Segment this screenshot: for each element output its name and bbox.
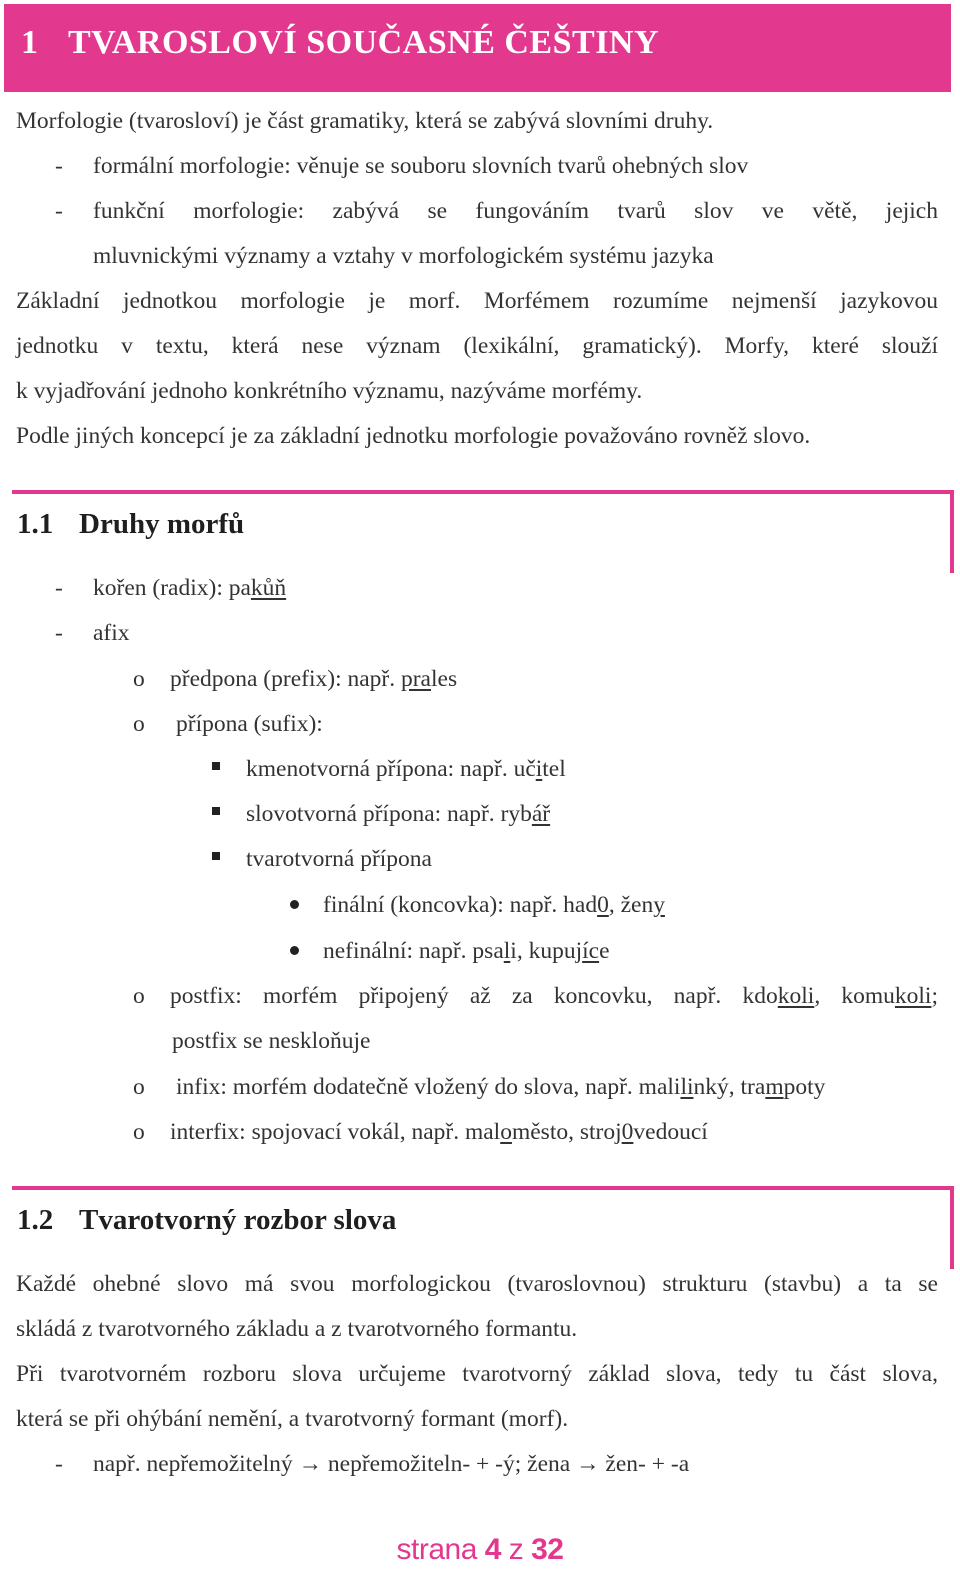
text-segment: i, kupuj bbox=[510, 938, 583, 964]
list-item-formal: formální morfologie: věnuje se souboru slovních tvarů ohebných slov bbox=[93, 153, 749, 179]
total-pages: 32 bbox=[531, 1533, 564, 1566]
morph-underline: koli bbox=[777, 983, 815, 1009]
morph-underline: m bbox=[765, 1074, 784, 1100]
paragraph-line: Při tvarotvorném rozboru slova určujeme tvarotvorný základ slova, tedy tu část slova, bbox=[16, 1361, 938, 1387]
list-item-postfix bbox=[170, 981, 938, 1011]
morph-underline: kůň bbox=[250, 575, 287, 601]
dash-bullet: - bbox=[55, 1451, 63, 1477]
section-heading-tvarotvorny-rozbor bbox=[17, 1204, 396, 1237]
paragraph-line: Podle jiných koncepcí je za základní jednotku morfologie považováno rovněž slovo. bbox=[16, 423, 811, 449]
section-rule-vertical bbox=[950, 1186, 954, 1269]
section-heading-druhy-morfu bbox=[17, 508, 244, 541]
dash-bullet: - bbox=[55, 575, 63, 601]
morph-underline: íc bbox=[582, 938, 600, 964]
text-segment: , komu bbox=[814, 983, 895, 1009]
paragraph-line: k vyjadřování jednoho konkrétního významu, nazýváme morfémy. bbox=[16, 378, 643, 404]
text-segment: nký, tra bbox=[693, 1074, 766, 1100]
chapter-number: 1 bbox=[21, 24, 39, 61]
section-title: Druhy morfů bbox=[79, 508, 245, 540]
morph-underline: i bbox=[535, 756, 543, 782]
text-segment: předpona (prefix): např. bbox=[170, 666, 401, 692]
text-segment: poty bbox=[783, 1074, 826, 1100]
section-rule bbox=[12, 490, 954, 494]
list-item-nefinalni bbox=[323, 936, 610, 966]
current-page-number: 4 bbox=[484, 1533, 501, 1566]
list-item-pripona: přípona (sufix): bbox=[176, 711, 323, 737]
dash-bullet: - bbox=[55, 620, 63, 646]
dot-bullet bbox=[290, 900, 299, 909]
section-rule-vertical bbox=[950, 490, 954, 573]
circle-bullet: o bbox=[133, 711, 145, 737]
paragraph-line: Každé ohebné slovo má svou morfologickou (tvaroslovnou) strukturu (stavbu) a ta se bbox=[16, 1271, 938, 1297]
text-segment: interfix: spojovací vokál, např. mal bbox=[170, 1119, 501, 1145]
list-item-example: např. nepřemožitelný → nepřemožiteln- + -ý; žena → žen- + -a bbox=[93, 1451, 690, 1477]
text-segment: , žen bbox=[608, 892, 654, 918]
text-segment: vedoucí bbox=[633, 1119, 708, 1145]
chapter-title-text: TVAROSLOVÍ SOUČASNÉ ČEŠTINY bbox=[68, 24, 660, 61]
text-segment: ; bbox=[931, 983, 938, 1009]
list-item-predpona bbox=[170, 664, 457, 694]
list-item-kmenotvorna bbox=[246, 754, 566, 784]
section-number: 1.1 bbox=[17, 508, 54, 540]
footer-middle: z bbox=[500, 1533, 532, 1566]
list-item-functional-cont: mluvnickými významy a vztahy v morfologickém systému jazyka bbox=[93, 243, 714, 269]
text-segment: slovotvorná přípona: např. ryb bbox=[246, 801, 532, 827]
morph-underline: y bbox=[653, 892, 665, 918]
dash-bullet: - bbox=[55, 153, 63, 179]
list-item-koren bbox=[93, 573, 286, 603]
text-segment: infix: morfém dodatečně vložený do slova, např. mali bbox=[176, 1074, 681, 1100]
text-segment: postfix: morfém připojený až za koncovku, např. kdo bbox=[170, 983, 778, 1009]
morph-underline: o bbox=[500, 1119, 512, 1145]
text-segment: kořen (radix): pa bbox=[93, 575, 251, 601]
circle-bullet: o bbox=[133, 666, 145, 692]
dash-bullet: - bbox=[55, 198, 63, 224]
morph-underline: koli bbox=[894, 983, 932, 1009]
text-segment: nefinální: např. psa bbox=[323, 938, 504, 964]
text-segment: město, stroj bbox=[511, 1119, 622, 1145]
section-title: Tvarotvorný rozbor slova bbox=[79, 1204, 397, 1236]
page-footer bbox=[0, 1533, 960, 1567]
morph-underline: pra bbox=[400, 666, 431, 692]
list-item-tvarotvorna: tvarotvorná přípona bbox=[246, 846, 432, 872]
list-item-slovotvorna bbox=[246, 799, 550, 829]
text-segment: finální (koncovka): např. had bbox=[323, 892, 598, 918]
circle-bullet: o bbox=[133, 983, 145, 1009]
dot-bullet bbox=[290, 946, 299, 955]
morph-underline: 0 bbox=[621, 1119, 634, 1145]
section-rule bbox=[12, 1186, 954, 1190]
chapter-title bbox=[21, 24, 659, 62]
section-number: 1.2 bbox=[17, 1204, 54, 1236]
morph-underline: li bbox=[680, 1074, 694, 1100]
list-item-finalni bbox=[323, 890, 665, 920]
square-bullet bbox=[212, 852, 220, 860]
paragraph-line: jednotku v textu, která nese význam (lexikální, gramatický). Morfy, které slouží bbox=[16, 333, 938, 359]
chapter-title-bar bbox=[4, 4, 951, 92]
intro-line: Morfologie (tvarosloví) je část gramatiky, která se zabývá slovními druhy. bbox=[16, 108, 714, 134]
square-bullet bbox=[212, 762, 220, 770]
text-segment: kmenotvorná přípona: např. uč bbox=[246, 756, 536, 782]
square-bullet bbox=[212, 807, 220, 815]
list-item-afix: afix bbox=[93, 620, 130, 646]
list-item-interfix bbox=[170, 1117, 708, 1147]
circle-bullet: o bbox=[133, 1074, 145, 1100]
circle-bullet: o bbox=[133, 1119, 145, 1145]
text-segment: les bbox=[431, 666, 458, 692]
paragraph-line: skládá z tvarotvorného základu a z tvarotvorného formantu. bbox=[16, 1316, 578, 1342]
morph-underline: ář bbox=[531, 801, 551, 827]
list-item-infix bbox=[176, 1072, 825, 1102]
list-item-functional: funkční morfologie: zabývá se fungováním tvarů slov ve větě, jejich bbox=[93, 198, 938, 224]
list-item-postfix-cont: postfix se neskloňuje bbox=[172, 1028, 371, 1054]
text-segment: tel bbox=[542, 756, 566, 782]
paragraph-line: Základní jednotkou morfologie je morf. Morfémem rozumíme nejmenší jazykovou bbox=[16, 288, 938, 314]
text-segment: e bbox=[599, 938, 610, 964]
paragraph-line: která se při ohýbání nemění, a tvarotvorný formant (morf). bbox=[16, 1406, 569, 1432]
morph-underline: 0 bbox=[597, 892, 609, 918]
morph-underline: l bbox=[503, 938, 511, 964]
footer-prefix: strana bbox=[396, 1533, 485, 1566]
